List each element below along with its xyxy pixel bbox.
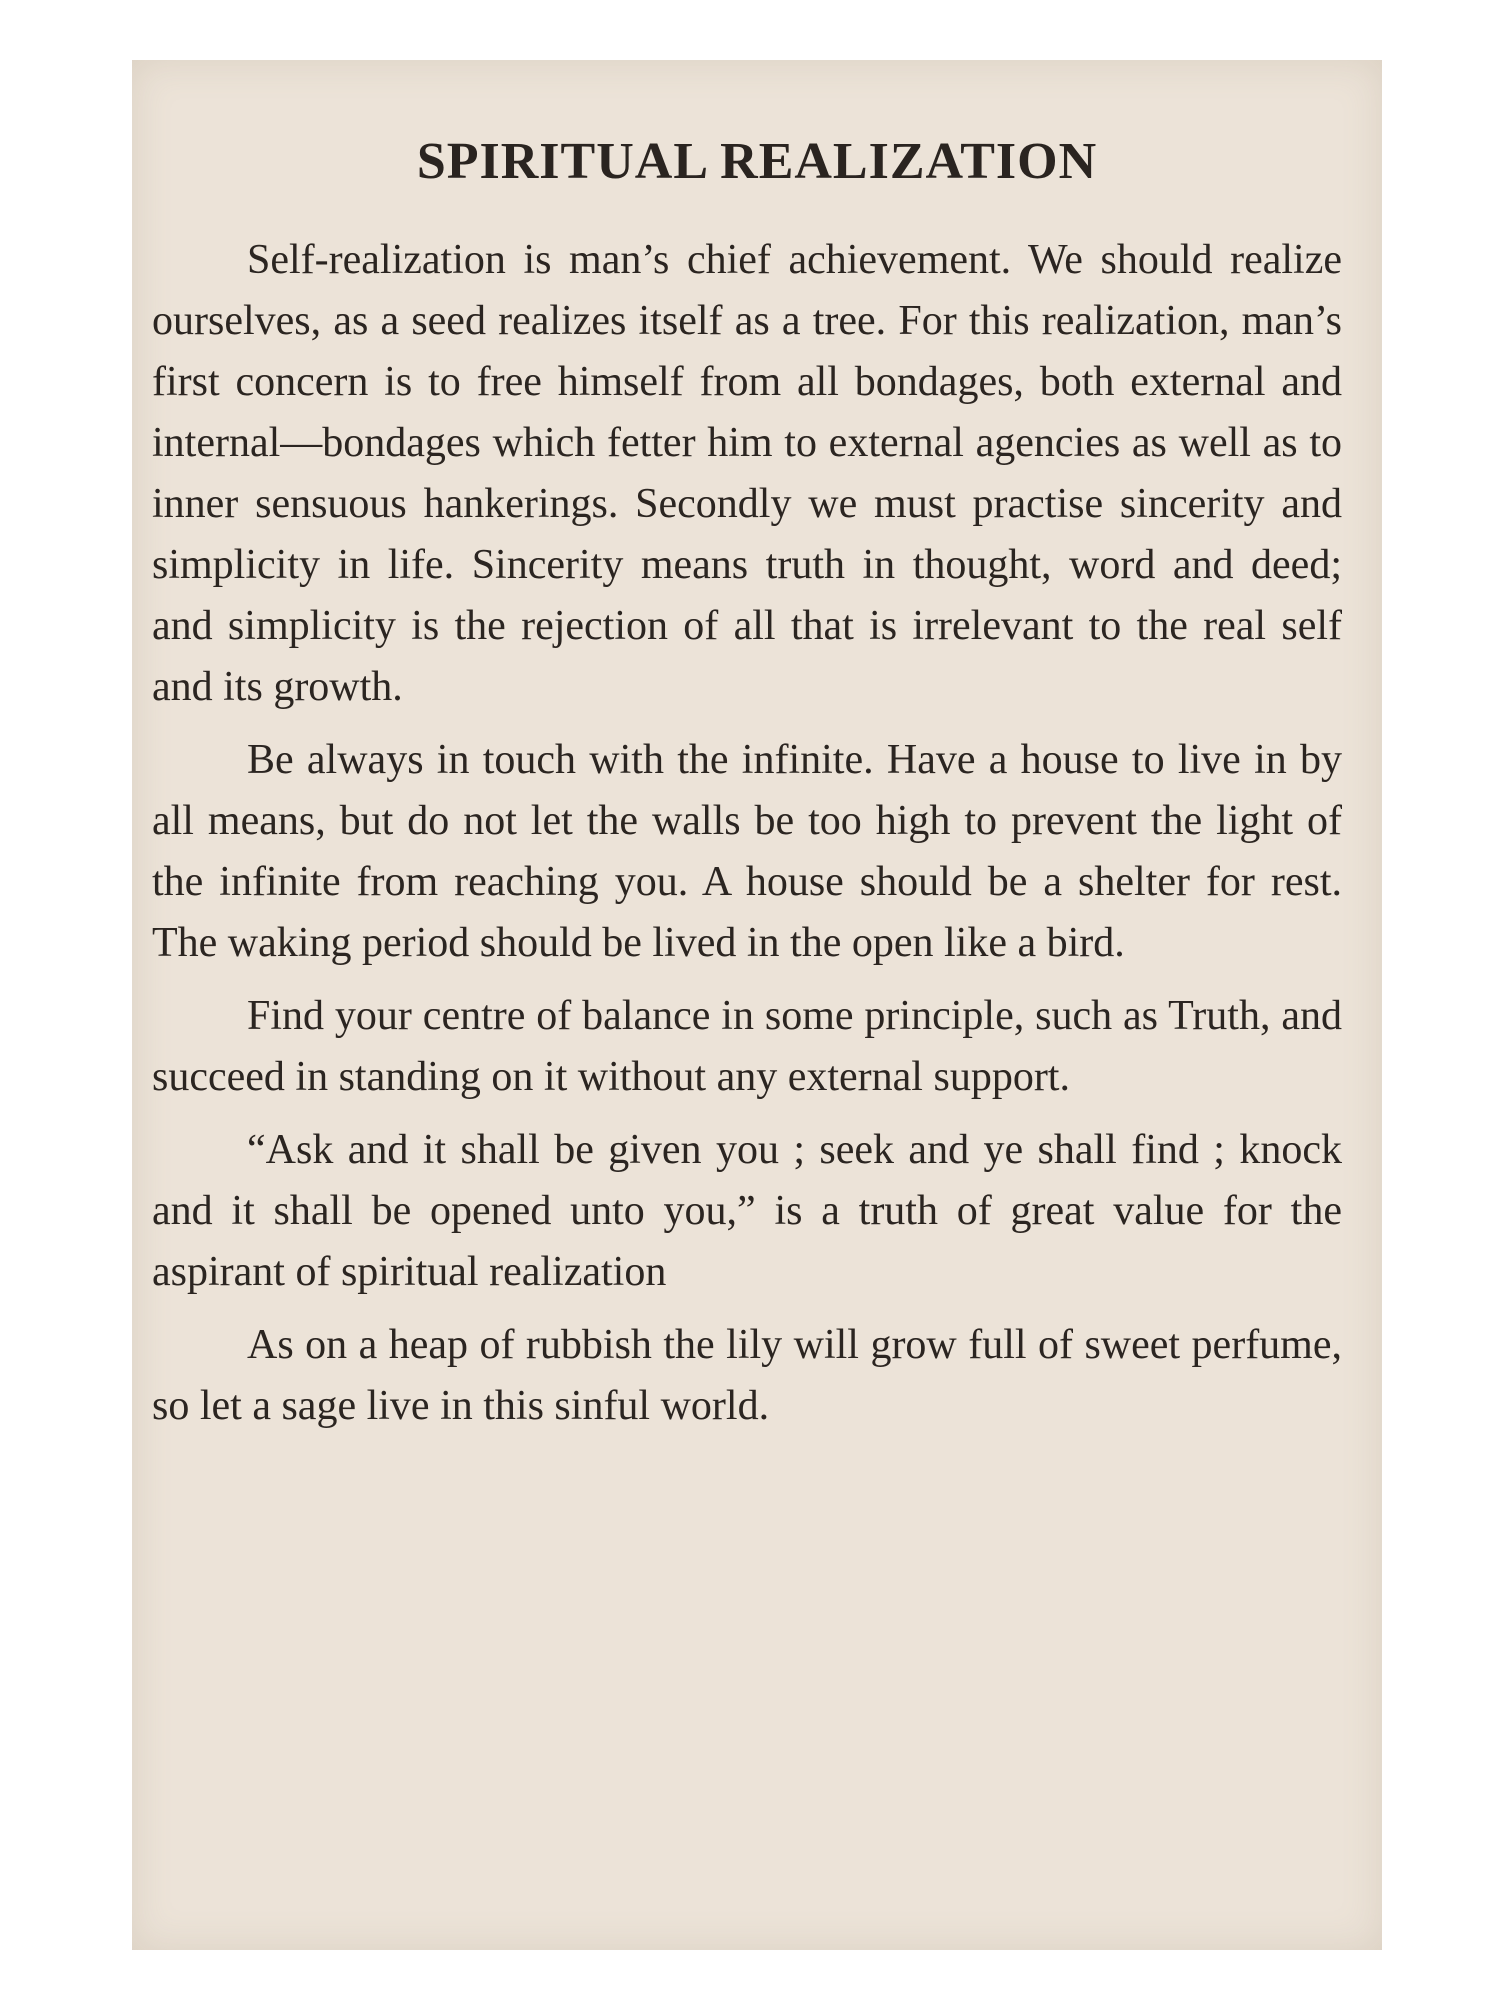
document-page — [132, 60, 1382, 1950]
paragraph-5: As on a heap of rubbish the lily will grow full of sweet perfume, so let a sage live in this sinful world. — [152, 1322, 1342, 1429]
article-body — [152, 230, 1342, 1449]
paragraph-2: Be always in touch with the infinite. Have a house to live in by all means, but do not let the walls be too high to prevent the light of the infinite from reaching you. A house should be a shelter for rest. The waking period should be lived in the open like a bird. — [152, 737, 1342, 966]
page-title: SPIRITUAL REALIZATION — [416, 133, 1098, 190]
paragraph-3: Find your centre of balance in some principle, such as Truth, and succeed in standing on it without any external support. — [152, 993, 1342, 1100]
paragraph-1: Self-realization is man’s chief achievement. We should realize ourselves, as a seed realizes itself as a tree. For this realization, man’s first concern is to free himself from all bondages, both external and internal—bondages which fetter him to external agencies as well as to inner sensuous hankerings. Secondly we must practise sincerity and simplicity in life. Sincerity means truth in thought, word and deed; and simplicity is the rejection of all that is irrelevant to the real self and its growth. — [152, 237, 1342, 710]
paragraph-4: “Ask and it shall be given you ; seek and ye shall find ; knock and it shall be opened unto you,” is a truth of great value for the aspirant of spiritual realization — [152, 1127, 1342, 1295]
